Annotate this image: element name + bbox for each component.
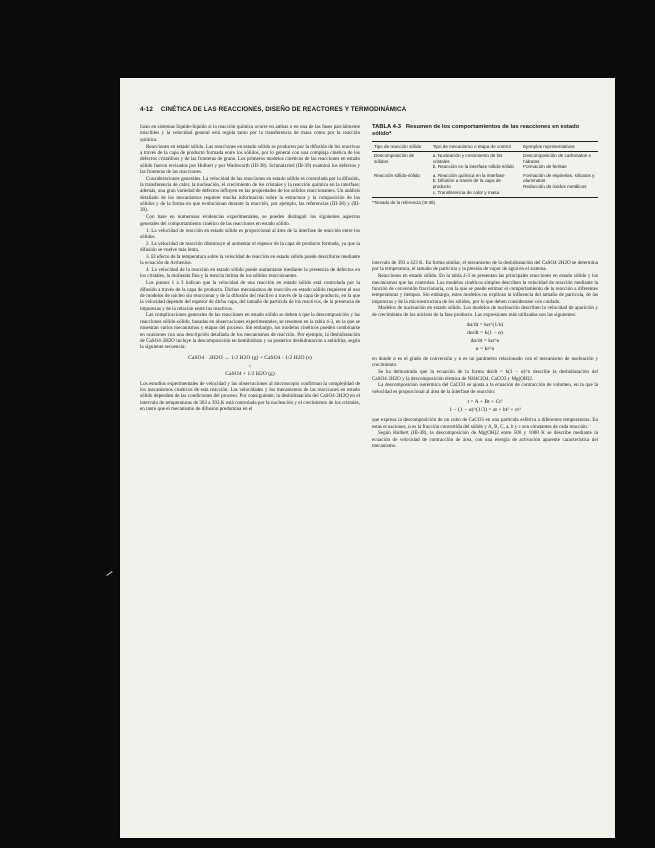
equation-line: dα/dt = kα^n [470, 338, 500, 345]
running-header [140, 106, 600, 113]
paragraph: Reacciones en estado sólido. En la tabla 4-3 se presentan las principales reacciones en estado sólido y los mecanismos que las controlan. Los modelos cinéticos simples describen la velocidad de reacción mediante la función de conversión fraccionaria, con la que se puede estimar el comportamiento de la reacción a diferentes temperaturas y tiempos. Sin embargo, estos modelos no explican la influencia del tamaño de partícula, de las impurezas y de la microestructura de los sólidos, por lo que deben considerarse con cuidado. [372, 273, 598, 305]
table-cell: a. Nucleación y crecimiento de los cristales b. Reacción en la interfase sólido-sólido [432, 153, 514, 170]
paragraph: La descomposición isotérmica del CaCO3 se ajusta a la ecuación de contracción de volumen, en la que la velocidad es proporcional al área de la interfase de reacción: [372, 382, 598, 395]
table-cell: Reacción sólido-sólido [372, 171, 431, 197]
paragraph: Según Hulbert (III-38), la descomposición de Mg(OH)2 entre 500 y 1000 K se describe mediante la ecuación de velocidad de contracción de área, con una energía de activación aparente característica del mecanismo. [372, 430, 598, 450]
equation-line: dα/dt = k(1 − α) [467, 330, 503, 337]
table-header-cell: Tipo de reacción sólida [372, 142, 431, 152]
paragraph: en donde α es el grado de conversión y n es un parámetro relacionado con el mecanismo de nucleación y crecimiento. [372, 356, 598, 369]
paragraph: lizan en sistemas líquido-líquido si la reacción química ocurre en ambas o en una de las fases parcialmente miscibles y la velocidad general está regida tanto por la transferencia de masa como por la reacción química. [140, 124, 360, 143]
table-row [372, 171, 598, 197]
margin-mark [106, 571, 112, 576]
paragraph: Los estudios experimentales de velocidad y las observaciones al microscopio confirman la complejidad de los mecanismos cinéticos de esta reacción. Las velocidades y los mecanismos de las reacciones en estado sólido dependen de las condiciones del proceso. Por consiguiente, la deshidratación del CaSO4·2H2O en el intervalo de temperaturas de 303 a 393 K está controlada por la nucleación y el crecimiento de los cristales, en tanto que el mecanismo de difusión predomina en el [140, 380, 360, 412]
table-title [372, 124, 598, 138]
equation-line: CaSO4 + 1/2 H2O (g) [225, 370, 275, 377]
paragraph: Reacciones en estado sólido. Las reacciones en estado sólido se producen por la difusión de los reactivos a través de la capa de producto formada entre los sólidos, por lo general con una compleja cinética de los defectos cristalinos y de las fronteras de grano. Los primeros modelos cinéticos de las reacciones en estado sólido fueron revisados por Hulbert y por Wadsworth (III-38). Schmalzried (III-39) examinó los defectos y las fronteras de las reacciones. [140, 143, 360, 175]
table-footnote: *Tomado de la referencia (III-38). [372, 199, 437, 205]
equation-contraction [372, 398, 598, 414]
table-cell: Descomposición de carbonatos e hidratos Formación de ferritas [523, 153, 592, 170]
paragraph: Con base en numerosas evidencias experimentales, se pueden distinguir los siguientes aspectos generales del comportamiento cinético de las reacciones en estado sólido. [140, 214, 360, 227]
table-number: TABLA 4-3 [372, 124, 401, 130]
paragraph: que expresa la descomposición de un cubo de CaCO3 en una partícula esférica a diferentes temperaturas. En estas ecuaciones, α es la fracción convertida del sólido y A, B, C, a, b y c son constantes de cada reacción. [372, 417, 598, 430]
page [120, 78, 615, 838]
paragraph: intervalo de 393 a 423 K. En forma similar, el mecanismo de la deshidratación del CaSO4·2H2O se determina por la temperatura, el tamaño de partícula y la presión de vapor de agua en el sistema. [372, 260, 598, 273]
table-caption: Resumen de los comportamientos de las reacciones en estado sólido* [372, 124, 580, 137]
paragraph: 3. El efecto de la temperatura sobre la velocidad de reacción en estado sólido puede describirse mediante la ecuación de Arrhenius. [140, 253, 360, 267]
equation-nucleation [372, 321, 598, 353]
paragraph: Modelos de nucleación en estado sólido. Los modelos de nucleación describen la velocidad de aparición y de crecimiento de los núcleos de la fase producto. Las expresiones más utilizadas son las siguientes: [372, 305, 598, 318]
equation-line: CaSO4 · 2H2O → 1/2 H2O (g) + CaSO4 · 1/2 H2O (s) [188, 354, 312, 361]
paragraph: Las complicaciones generales de las reacciones en estado sólido se deben a que la descomposición y las reacciones sólido-sólido, basadas en observaciones experimentales, se resumen en la tabla 4-3, en la que se muestran varios mecanismos y etapas del proceso. Sin embargo, los modelos cinéticos pueden combinarse en ocasiones con una descripción detallada de los mecanismos de reacción. Por ejemplo, la deshidratación de CaSO4·2H2O incluye la descomposición en hemihidrato y su posterior deshidratación a anhidrita, según la siguiente secuencia: [140, 312, 360, 351]
table-header-cell: Ejemplos representativos [521, 142, 598, 152]
right-column [372, 260, 598, 450]
mechanism-table [372, 141, 598, 198]
paragraph: 2. La velocidad de reacción disminuye al aumentar el espesor de la capa de producto formada, ya que la difusión se vuelve más lenta. [140, 240, 360, 254]
paragraph: 4. La velocidad de la reacción en estado sólido puede aumentarse mediante la presencia de defectos en los cristales, la molienda fina y la mezcla íntima de los sólidos reaccionantes. [140, 267, 360, 280]
table-4-3 [372, 124, 598, 205]
equation-line: 1 − (1 − α)^(1/3) = at + bt² + ct³ [449, 407, 521, 414]
table-cell: a. Reacción química en la interfase b. Difusión a través de la capa de producto c. Transferencia de calor y masa [431, 171, 521, 197]
page-number: 4-12 [140, 106, 154, 113]
equation-line: α = kt^n [475, 346, 495, 353]
equation-arrow: ↓ [248, 362, 252, 369]
paragraph: Los puntos 1 a 3 indican que la velocidad de una reacción en estado sólido está controlada por la difusión a través de la capa de producto. Dichos mecanismos de reacción en estado sólido requieren el uso de modelos de núcleo sin reaccionar y de la difusión del reactivo a través de la capa de producto, en la que la velocidad depende del espesor de dicha capa, del tamaño de partícula de los reactivos, de la presencia de impurezas y de la relación entre los reactivos. [140, 280, 360, 312]
left-column [140, 124, 360, 413]
paragraph: 1. La velocidad de reacción en estado sólido es proporcional al área de la interfase de reacción entre los sólidos. [140, 227, 360, 240]
table-row [372, 151, 598, 171]
paragraph: Consideraciones generales. La velocidad de las reacciones en estado sólido es controlada por la difusión, la transferencia de calor, la nucleación, el crecimiento de los cristales y la reacción química en la interfase; además, una gran variedad de defectos influyen en las propiedades de los sólidos reaccionantes. Un análisis detallado de los mecanismos requiere mucha información sobre la estructura y la composición de los sólidos y de la forma en que evolucionan durante la reacción, por ejemplo, las referencias (III-38) y (III-39). [140, 175, 360, 214]
equation-line: t = A + Bt + Ct² [467, 399, 503, 406]
table-header-cell: Tipo de mecanismo o etapa de control [431, 142, 521, 152]
table-cell: Formación de espinelas, silicatos y aluminatos Reducción de óxidos metálicos [521, 171, 598, 197]
running-title: CINÉTICA DE LAS REACCIONES, DISEÑO DE REACTORES Y TERMODINÁMICA [160, 106, 407, 113]
equation-line: dα/dt = kα^(1/n) [466, 322, 504, 329]
equation-dehydration [140, 354, 360, 378]
paragraph: Se ha demostrado que la ecuación de la forma dα/dt = k(1 − α)^n describe la deshidratación del CaSO4·2H2O y la descomposición térmica de NH4ClO4, CaCO3 y Mg(OH)2. [372, 369, 598, 382]
table-cell: Descomposición de sólidos [374, 153, 415, 164]
